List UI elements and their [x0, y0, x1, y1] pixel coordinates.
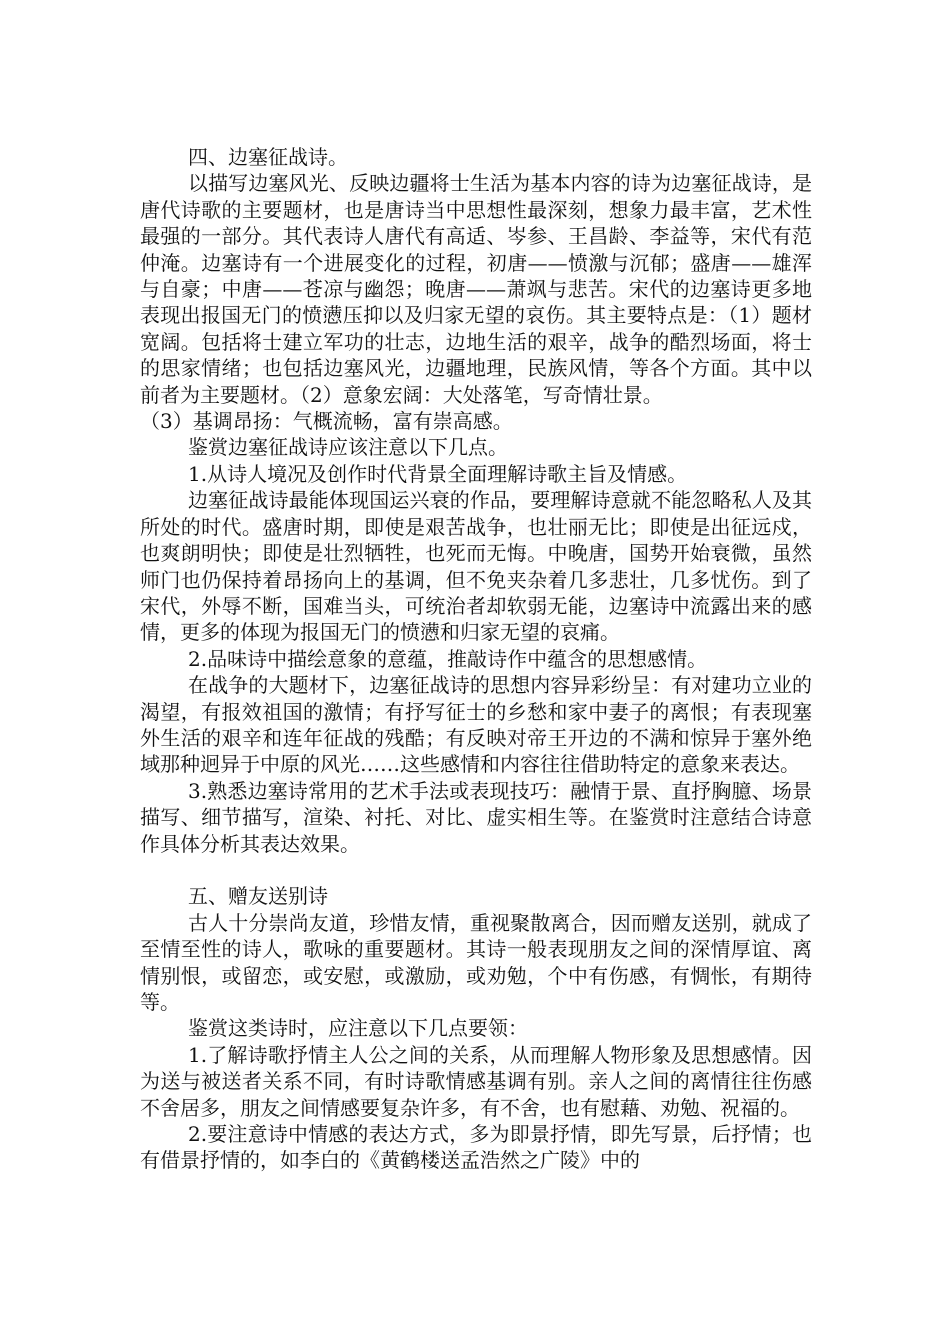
section-heading-farewell-poetry: 五、赠友送别诗	[188, 884, 328, 909]
paragraph-frontier-point-1: 1.从诗人境况及创作时代背景全面理解诗歌主旨及情感。	[188, 461, 688, 486]
paragraph-farewell-appreciation-lead: 鉴赏这类诗时，应注意以下几点要领：	[188, 1016, 528, 1041]
section-heading-frontier-poetry: 四、边塞征战诗。	[188, 145, 348, 169]
paragraph-farewell-point-1: 1.了解诗歌抒情主人公之间的关系，从而理解人物形象及思想感情。因为送与被送者关系不同，有时诗歌情感基调有别。亲人之间的离情往往伤感不舍居多，朋友之间情感要复杂许多，有不舍，也有慰藉、劝勉、祝福的。	[140, 1042, 812, 1120]
section-spacer	[140, 857, 812, 883]
document-page	[140, 144, 812, 1174]
paragraph-frontier-point-1-body: 边塞征战诗最能体现国运兴衰的作品，要理解诗意就不能忽略私人及其所处的时代。盛唐时期，即使是艰苦战争，也壮丽无比；即使是出征远戍，也爽朗明快；即使是壮烈牺牲，也死而无悔。中晚唐，国势开始衰微，虽然师门也仍保持着昂扬向上的基调，但不免夹杂着几多悲壮，几多忧伤。到了宋代，外辱不断，国难当头，可统治者却软弱无能，边塞诗中流露出来的感情，更多的体现为报国无门的愤懑和归家无望的哀痛。	[140, 488, 812, 645]
paragraph-frontier-appreciation-lead: 鉴赏边塞征战诗应该注意以下几点。	[188, 435, 508, 460]
paragraph-farewell-point-2: 2.要注意诗中情感的表达方式，多为即景抒情，即先写景，后抒情；也有借景抒情的，如李白的《黄鹤楼送孟浩然之广陵》中的	[140, 1122, 812, 1173]
paragraph-frontier-point-2-body: 在战争的大题材下，边塞征战诗的思想内容异彩纷呈：有对建功立业的渴望，有报效祖国的激情；有抒写征士的乡愁和家中妻子的离恨；有表现塞外生活的艰辛和连年征战的残酷；有反映对帝王开边的不满和惊异于塞外绝域那种迥异于中原的风光……这些感情和内容往往借助特定的意象来表达。	[140, 673, 812, 777]
paragraph-frontier-tone: （3）基调昂扬：气概流畅，富有崇高感。	[140, 409, 513, 434]
paragraph-frontier-point-3: 3.熟悉边塞诗常用的艺术手法或表现技巧：融情于景、直抒胸臆、场景描写、细节描写，渲染、衬托、对比、虚实相生等。在鉴赏时注意结合诗意作具体分析其表达效果。	[140, 778, 812, 856]
paragraph-frontier-intro: 以描写边塞风光、反映边疆将士生活为基本内容的诗为边塞征战诗，是唐代诗歌的主要题材，也是唐诗当中思想性最深刻，想象力最丰富，艺术性最强的一部分。其代表诗人唐代有高适、岑参、王昌龄、李益等，宋代有范仲淹。边塞诗有一个进展变化的过程，初唐——愤激与沉郁；盛唐——雄浑与自豪；中唐——苍凉与幽怨；晚唐——萧飒与悲苦。宋代的边塞诗更多地表现出报国无门的愤懑压抑以及归家无望的哀伤。其主要特点是：（1）题材宽阔。包括将士建立军功的壮志，边地生活的艰辛，战争的酷烈场面，将士的思家情绪；也包括边塞风光，边疆地理，民族风情，等各个方面。其中以前者为主要题材。（2）意象宏阔：大处落笔，写奇情壮景。	[140, 171, 812, 407]
paragraph-frontier-point-2: 2.品味诗中描绘意象的意蕴，推敲诗作中蕴含的思想感情。	[188, 646, 708, 671]
paragraph-farewell-intro: 古人十分崇尚友道，珍惜友情，重视聚散离合，因而赠友送别，就成了至情至性的诗人，歌咏的重要题材。其诗一般表现朋友之间的深情厚谊、离情别恨，或留恋，或安慰，或激励，或劝勉，个中有伤感，有惆怅，有期待等。	[140, 910, 812, 1014]
